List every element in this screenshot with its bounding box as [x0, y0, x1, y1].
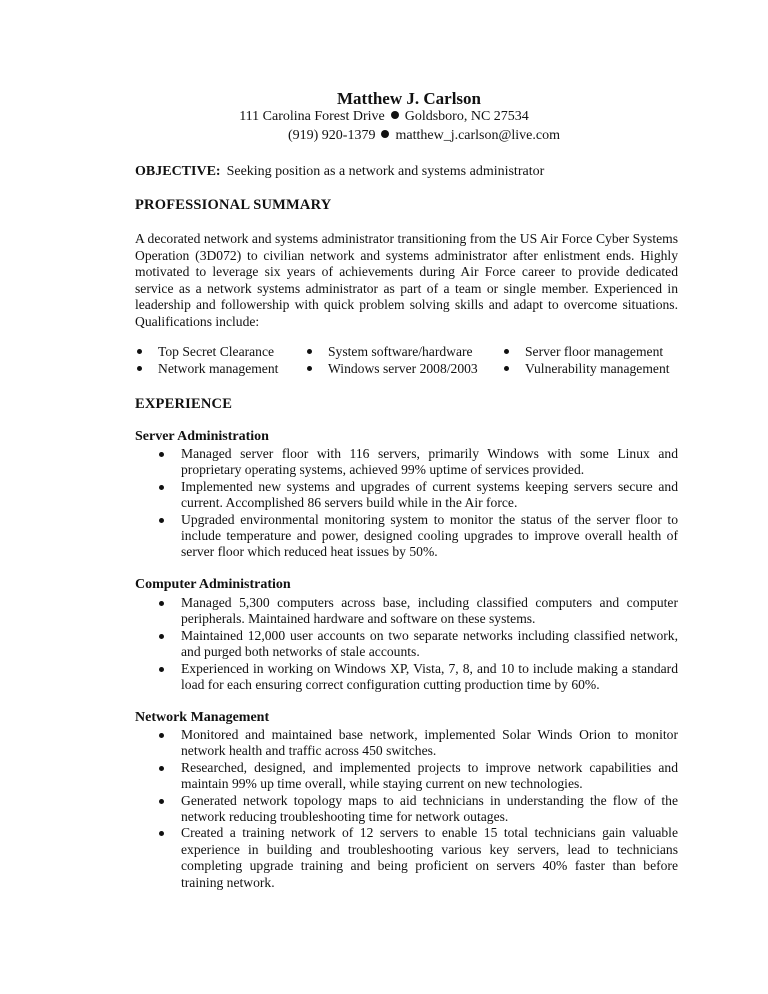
qualification-item: Vulnerability management: [502, 360, 670, 377]
city-state-zip: Goldsboro, NC 27534: [404, 109, 529, 124]
qualification-item: Windows server 2008/2003: [305, 360, 478, 377]
list-item: Implemented new systems and upgrades of current systems keeping servers secure and current. Accomplished 86 servers build while in the Air force.: [156, 479, 678, 512]
candidate-name: Matthew J. Carlson: [336, 89, 481, 108]
qualifications-column-3: [502, 343, 670, 377]
summary-paragraph: A decorated network and systems administrator transitioning from the US Air Force Cyber Systems Operation (3D072) to civilian network and systems administrator after enlistment ends. Highly motivated to leverage six years of achievements during Air Force career to provide dedicated service as a network systems administrator as part of a team or single member. Experienced in leadership and followership with quick problem solving skills and adapt to overcome situations. Qualifications include:: [135, 231, 678, 329]
bullet-separator: [381, 130, 389, 138]
objective-line: [135, 164, 544, 180]
qualification-item: Server floor management: [502, 343, 670, 360]
list-item: Managed 5,300 computers across base, including classified computers and computer peripherals. Maintained hardware and software on these systems.: [156, 595, 678, 628]
list-item: Upgraded environmental monitoring system to monitor the status of the server floor to include temperature and power, designed cooling upgrades to improve overall health of server floor which reduced heat issues by 50%.: [156, 512, 678, 561]
list-item: Experienced in working on Windows XP, Vista, 7, 8, and 10 to include making a standard load for each ensuring correct configuration cutting production time by 60%.: [156, 661, 678, 694]
objective-text: Seeking position as a network and systems administrator: [226, 164, 545, 179]
phone-number: (919) 920-1379: [287, 128, 376, 143]
list-item: Researched, designed, and implemented projects to improve network capabilities and maintain 99% up time overall, while staying current on new technologies.: [156, 760, 678, 793]
qualifications-column-1: [135, 343, 278, 377]
server-administration-bullets: [156, 446, 678, 561]
computer-administration-bullets: [156, 595, 678, 693]
list-item: Created a training network of 12 servers to enable 15 total technicians gain valuable experience in building and troubleshooting various key servers, lead to technicians completing upgrade training and being proficient on servers 40% faster than before training network.: [156, 825, 678, 891]
list-item: Monitored and maintained base network, implemented Solar Winds Orion to monitor network health and traffic across 450 switches.: [156, 727, 678, 760]
qualifications-column-2: [305, 343, 478, 377]
list-item: Managed server floor with 116 servers, primarily Windows with some Linux and proprietary operating systems, achieved 99% uptime of services provided.: [156, 446, 678, 479]
section-title-server-administration: Server Administration: [135, 429, 269, 444]
professional-summary-heading: PROFESSIONAL SUMMARY: [135, 197, 332, 213]
experience-heading: EXPERIENCE: [135, 396, 233, 412]
address-line: [0, 109, 768, 125]
qualification-item: Top Secret Clearance: [135, 343, 278, 360]
street-address: 111 Carolina Forest Drive: [239, 109, 385, 124]
qualification-item: Network management: [135, 360, 278, 377]
email-address: matthew_j.carlson@live.com: [395, 128, 560, 143]
qualification-item: System software/hardware: [305, 343, 478, 360]
section-title-network-management: Network Management: [135, 710, 270, 725]
objective-label: OBJECTIVE:: [135, 164, 221, 179]
network-management-bullets: [156, 727, 678, 891]
contact-line: [40, 128, 768, 144]
list-item: Generated network topology maps to aid technicians in understanding the flow of the network reducing troubleshooting time for network outages.: [156, 793, 678, 826]
list-item: Maintained 12,000 user accounts on two separate networks including classified network, and purged both networks of stale accounts.: [156, 628, 678, 661]
section-title-computer-administration: Computer Administration: [135, 577, 291, 592]
bullet-separator: [391, 111, 399, 119]
